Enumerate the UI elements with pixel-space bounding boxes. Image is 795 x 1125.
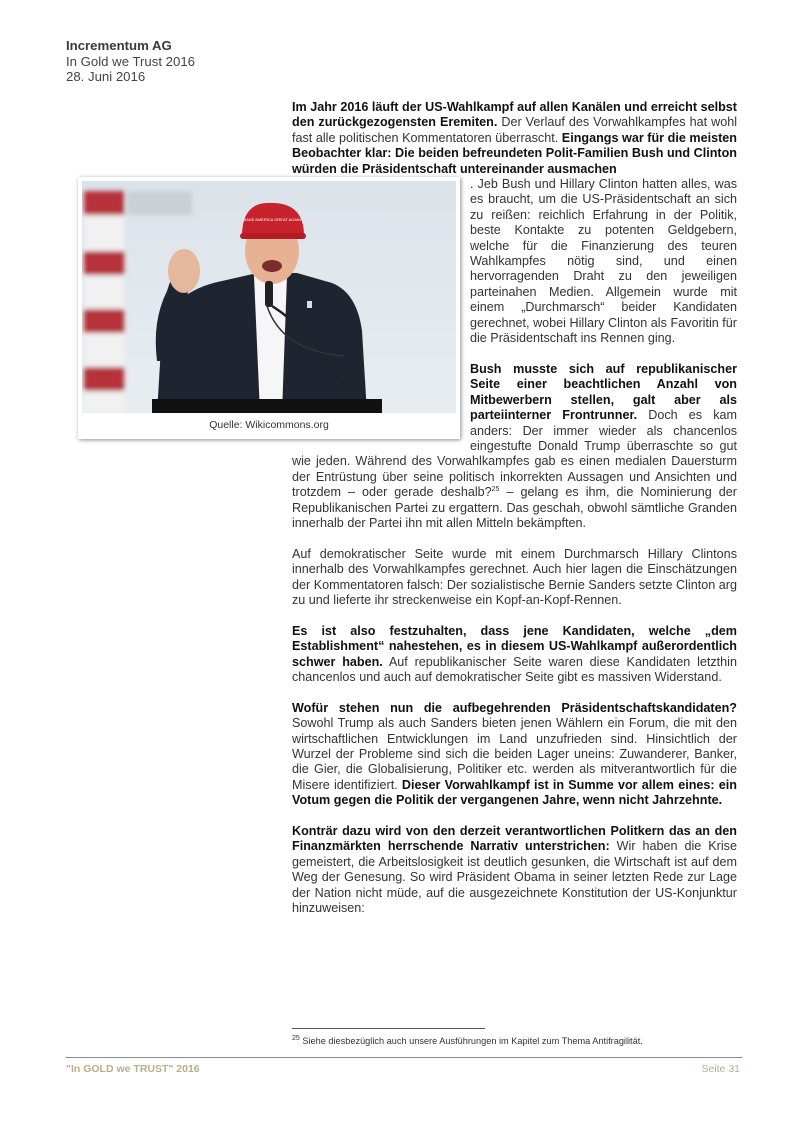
p6-text-1: Wir haben die Krise gemeistert, die Arbeitslosigkeit ist deutlich gesunken, die Wirtschaft ist auf dem Weg der Genesung. So wird Präsident Obama in seiner letzten Rede zur Lage der Nation nicht müde, auf die ausgezeichnete Konstitution der US-Konjunktur hinzuweisen: [292, 839, 737, 916]
cap-text: MAKE AMERICA GREAT AGAIN [242, 217, 302, 223]
p2-text-1: Doch es kam anders: Der immer wieder als chancenlos eingestufte Donald Trump überraschte so gut wie jeden. Während des Vorwahlkampfes gab es einen medialen Dauersturm der Entrüstung über seine politisch inkorrekten Aussagen und Ansichten und trotzdem – oder gerade deshalb? [292, 408, 738, 500]
p4-text-1: Auf republikanischer Seite waren diese Kandidaten letzthin chancenlos und auch auf demokratischer Seite gibt es massiven Widerstand. [292, 654, 737, 684]
header-date: 28. Juni 2016 [66, 69, 146, 84]
header-org: Incrementum AG [66, 38, 172, 53]
p1-bold-1: Im Jahr 2016 läuft der US-Wahlkampf auf allen Kanälen und erreicht selbst den zurückgezogensten Eremiten. [292, 100, 737, 130]
footer-title: "In GOLD we TRUST" 2016 [66, 1063, 200, 1075]
page-number: Seite 31 [701, 1063, 740, 1075]
footer-divider [66, 1057, 742, 1058]
header-report: In Gold we Trust 2016 [66, 53, 196, 69]
footnote-number: 25 [292, 1034, 300, 1042]
paragraph-5 [292, 701, 737, 809]
photo-trump [82, 181, 456, 413]
figure [78, 177, 460, 439]
footnote-ref[interactable]: 25 [491, 485, 500, 493]
paragraph-3 [292, 547, 737, 609]
p1-text-2: . Jeb Bush und Hillary Clinton hatten alles, was es braucht, um die US-Präsidentschaft an sich zu reißen: reichlich Erfahrung in der Politik, beste Kontakte zu potenten Geldgebern, welche für die Finanzierung des teuren Wahlkampfes nötig sind, und einen hervorragenden Draht zu den jeweiligen parteinahen Medien. Allgemein wurde mit einem „Durchmarsch“ beider Kandidaten gerechnet, wobei Hillary Clinton als Favoritin für die Präsidentschaft ins Rennen ging. [470, 177, 737, 346]
p1-bold-2: Eingangs war für die meisten Beobachter klar: Die beiden befreundeten Polit-Familien Bush und Clinton würden die Präsidentschaft untereinander ausmachen [292, 130, 737, 176]
p5-text-1: Sowohl Trump als auch Sanders bieten jenen Wählern ein Forum, die mit den wirtschaftlichen Entwicklungen im Land unzufrieden sind. Hinsichtlich der Wurzel der Probleme sind sich die beiden Lager uneins: Zuwanderer, Banker, die Gier, die Globalisierung, Politiker etc. werden als mitverantwortlich für die Misere identifiziert. [292, 716, 737, 792]
document-header [66, 38, 195, 85]
p5-bold-2: Dieser Vorwahlkampf ist in Summe vor allem eines: ein Votum gegen die Politik der vergangenen Jahre, wenn nicht Jahrzehnte. [292, 777, 737, 808]
figure-caption: Quelle: Wikicommons.org [209, 418, 329, 431]
paragraph-4 [292, 624, 737, 686]
p5-bold-1: Wofür stehen nun die aufbegehrenden Präsidentschaftskandidaten? [292, 700, 737, 715]
p4-bold-1: Es ist also festzuhalten, dass jene Kandidaten, welche „dem Establishment“ nahestehen, es in diesem US-Wahlkampf außerordentlich schwer haben. [292, 623, 737, 669]
paragraph-6 [292, 824, 737, 916]
main-text [209, 100, 738, 932]
photo-illustration [82, 181, 456, 413]
p2-bold-1: Bush musste sich auf republikanischer Seite einer beachtlichen Anzahl von Mitbewerbern stellen, galt aber als parteiinterner Frontrunner. [470, 361, 737, 423]
footnote-divider [292, 1028, 485, 1029]
footnote-text: Siehe diesbezüglich auch unsere Ausführungen im Kapitel zum Thema Antifragilität. [299, 1036, 643, 1046]
p6-bold-1: Konträr dazu wird von den derzeit verantwortlichen Politkern das an den Finanzmärkten herrschende Narrativ unterstrichen: [292, 824, 737, 854]
p2-text-2: – gelang es ihm, die Nominierung der Republikanischen Partei zu ergattern. Das geschah, obwohl sämtliche Granden innerhalb der Partei ihn mit allen Mitteln bekämpften. [292, 485, 737, 530]
footnote [292, 1036, 643, 1046]
paragraph-1 [292, 100, 737, 177]
p1-text-1: Der Verlauf des Vorwahlkampfes hat wohl fast alle politischen Kommentatoren überrascht. [292, 115, 738, 145]
p3-text-1: Auf demokratischer Seite wurde mit einem Durchmarsch Hillary Clintons innerhalb des Vorwahlkampfes gerechnet. Auch hier lagen die Einschätzungen der Kommentatoren falsch: Der sozialistische Bernie Sanders setzte Clinton arg zu und lieferte ihr streckenweise ein Kopf-an-Kopf-Rennen. [292, 546, 737, 607]
